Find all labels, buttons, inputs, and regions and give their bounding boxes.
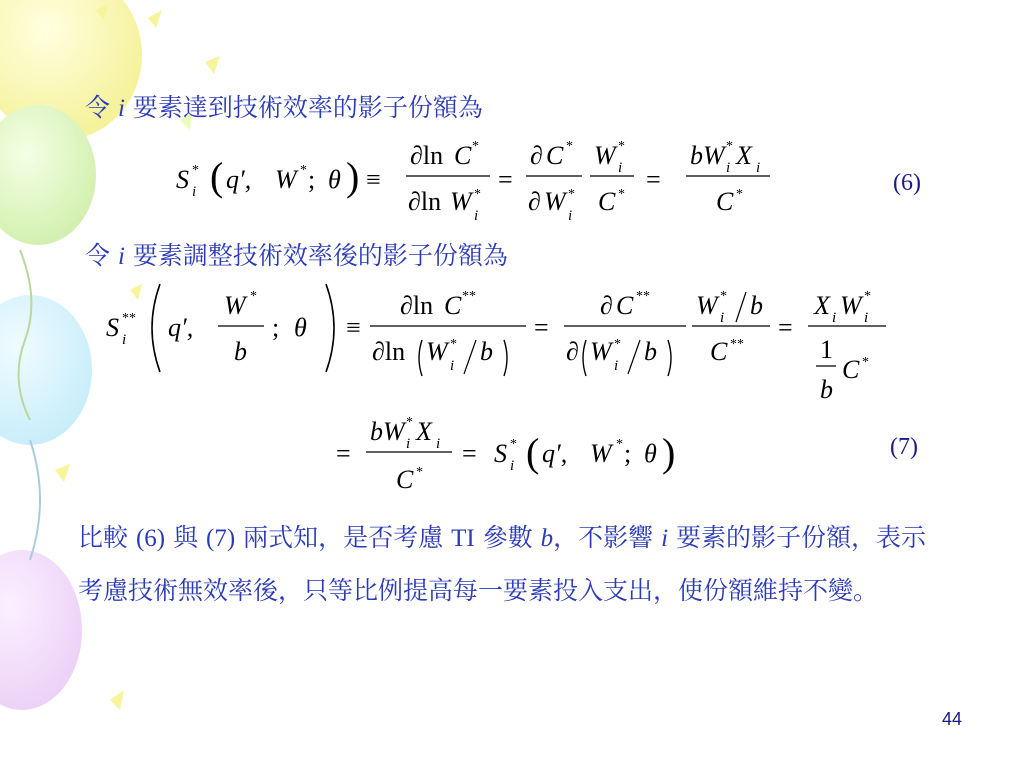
para-part2: 與 (173, 523, 199, 552)
svg-text:i: i (192, 184, 197, 200)
svg-text:C: C (546, 141, 564, 170)
svg-text:*: * (192, 163, 199, 178)
svg-text:W: W (450, 187, 472, 216)
svg-text:∂: ∂ (528, 187, 541, 216)
svg-text:i: i (122, 332, 127, 348)
svg-text:*: * (472, 139, 479, 154)
svg-text:*: * (864, 289, 871, 304)
svg-text:X: X (814, 291, 830, 320)
svg-text:*: * (618, 139, 625, 154)
svg-text:*: * (406, 415, 413, 430)
svg-text:W: W (840, 291, 862, 320)
svg-text:i: i (614, 358, 619, 374)
svg-text:b: b (820, 375, 833, 404)
svg-text:W: W (594, 141, 616, 170)
svg-text:∂ln: ∂ln (408, 187, 442, 216)
line1 (85, 88, 483, 124)
svg-text:;: ; (272, 313, 280, 342)
svg-text:q′,: q′, (226, 165, 252, 194)
svg-text:bW: bW (690, 141, 725, 170)
para-part3: 兩式知，是否考慮 (243, 523, 444, 552)
svg-text:*: * (618, 187, 625, 202)
svg-text:i: i (726, 160, 731, 176)
svg-text:i: i (720, 310, 725, 326)
svg-text:∂ln: ∂ln (410, 141, 444, 170)
svg-text:**: ** (730, 337, 744, 352)
svg-text:C: C (598, 187, 616, 216)
svg-text:C: C (454, 141, 472, 170)
para-ref7: (7) (206, 525, 236, 552)
svg-text:i: i (864, 310, 869, 326)
svg-text:b: b (644, 337, 657, 366)
line1-suffix: 要素達到技術效率的影子份額為 (132, 93, 483, 122)
svg-text:*: * (862, 355, 869, 370)
svg-text:S: S (106, 313, 119, 342)
svg-text:i: i (568, 208, 573, 224)
line2-prefix: 令 (85, 241, 111, 270)
svg-text:*: * (416, 465, 423, 480)
svg-text:C: C (842, 355, 860, 384)
svg-text:C: C (616, 291, 634, 320)
svg-text:θ: θ (294, 313, 307, 342)
svg-text:;: ; (624, 439, 632, 468)
svg-text:C: C (444, 291, 462, 320)
line2-suffix: 要素調整技術效率後的影子份額為 (132, 241, 508, 270)
svg-text:i: i (474, 208, 479, 224)
svg-text:*: * (736, 187, 743, 202)
svg-text:W: W (426, 337, 448, 366)
svg-text:∂: ∂ (600, 291, 613, 320)
svg-text:**: ** (636, 289, 650, 304)
svg-text:C: C (396, 465, 414, 494)
svg-text:W: W (544, 187, 566, 216)
svg-text:C: C (710, 337, 728, 366)
svg-text:1: 1 (820, 335, 833, 364)
svg-text:i: i (756, 160, 761, 176)
svg-text:*: * (568, 187, 575, 202)
svg-text:i: i (450, 358, 455, 374)
svg-text:θ: θ (328, 165, 341, 194)
line1-prefix: 令 (85, 93, 111, 122)
svg-text:i: i (406, 436, 411, 452)
line1-var: i (117, 95, 125, 122)
svg-text:X: X (416, 417, 432, 446)
svg-text:=: = (778, 313, 793, 342)
svg-text:(: ( (526, 430, 540, 475)
svg-text:q′,: q′, (168, 313, 194, 342)
para-b: b (540, 525, 554, 552)
equation-6-number: (6) (893, 170, 921, 196)
svg-text:W: W (696, 291, 718, 320)
svg-text:(: ( (210, 154, 224, 199)
svg-text:W: W (224, 291, 246, 320)
svg-text:*: * (720, 289, 727, 304)
equation-7-number: (7) (890, 434, 918, 460)
para-part5: ，不影響 (553, 523, 654, 552)
svg-text:W: W (590, 439, 612, 468)
svg-text:): ) (346, 154, 360, 199)
svg-text:∂ln: ∂ln (400, 291, 434, 320)
svg-text:*: * (300, 163, 307, 178)
svg-text:*: * (510, 437, 517, 452)
svg-text:S: S (176, 165, 189, 194)
line2 (85, 236, 508, 272)
svg-text:≡: ≡ (366, 165, 381, 194)
balloon-blue (0, 295, 92, 445)
para-part4: 參數 (482, 523, 533, 552)
svg-text:*: * (474, 187, 481, 202)
para-part6: 要素的影子份額，表示考慮技術無效率後，只等比例提高每一要素投入支出，使份額維持不變。 (78, 523, 927, 605)
svg-text:=: = (336, 439, 351, 468)
svg-text:b: b (234, 337, 247, 366)
para-ti: TI (451, 525, 475, 552)
svg-text:i: i (510, 458, 515, 474)
svg-text:=: = (534, 313, 549, 342)
svg-text:**: ** (462, 289, 476, 304)
svg-text:*: * (614, 337, 621, 352)
svg-text:≡: ≡ (346, 313, 361, 342)
svg-text:*: * (250, 289, 257, 304)
svg-text:b: b (750, 291, 763, 320)
svg-text:i: i (832, 310, 837, 326)
svg-text:=: = (462, 439, 477, 468)
equation-6 (170, 128, 820, 228)
svg-text:∂: ∂ (530, 141, 543, 170)
svg-text:*: * (566, 139, 573, 154)
equation-7-line2 (330, 412, 730, 502)
svg-text:i: i (618, 160, 623, 176)
page-number: 44 (941, 709, 962, 729)
svg-text:θ: θ (644, 439, 657, 468)
svg-text:q′,: q′, (542, 439, 568, 468)
svg-text:i: i (436, 436, 441, 452)
para-i: i (661, 525, 669, 552)
para-part1: 比較 (78, 523, 129, 552)
svg-text:W: W (275, 165, 297, 194)
svg-text:=: = (646, 165, 661, 194)
svg-text:*: * (450, 337, 457, 352)
svg-text:): ) (662, 430, 676, 475)
line2-var: i (117, 243, 125, 270)
svg-text:**: ** (122, 311, 136, 326)
svg-text:bW: bW (370, 417, 405, 446)
svg-text:*: * (726, 139, 733, 154)
svg-text:=: = (498, 165, 513, 194)
svg-text:b: b (480, 337, 493, 366)
balloon-purple (0, 550, 82, 710)
svg-text:∂: ∂ (566, 337, 579, 366)
svg-text:S: S (494, 439, 507, 468)
para-ref6: (6) (135, 525, 166, 552)
svg-text:C: C (716, 187, 734, 216)
svg-text:*: * (616, 437, 623, 452)
svg-text:;: ; (308, 165, 316, 194)
svg-text:W: W (590, 337, 612, 366)
conclusion-paragraph (78, 512, 948, 617)
svg-text:∂ln: ∂ln (372, 337, 406, 366)
equation-7-line1 (100, 278, 900, 413)
svg-text:X: X (736, 141, 752, 170)
